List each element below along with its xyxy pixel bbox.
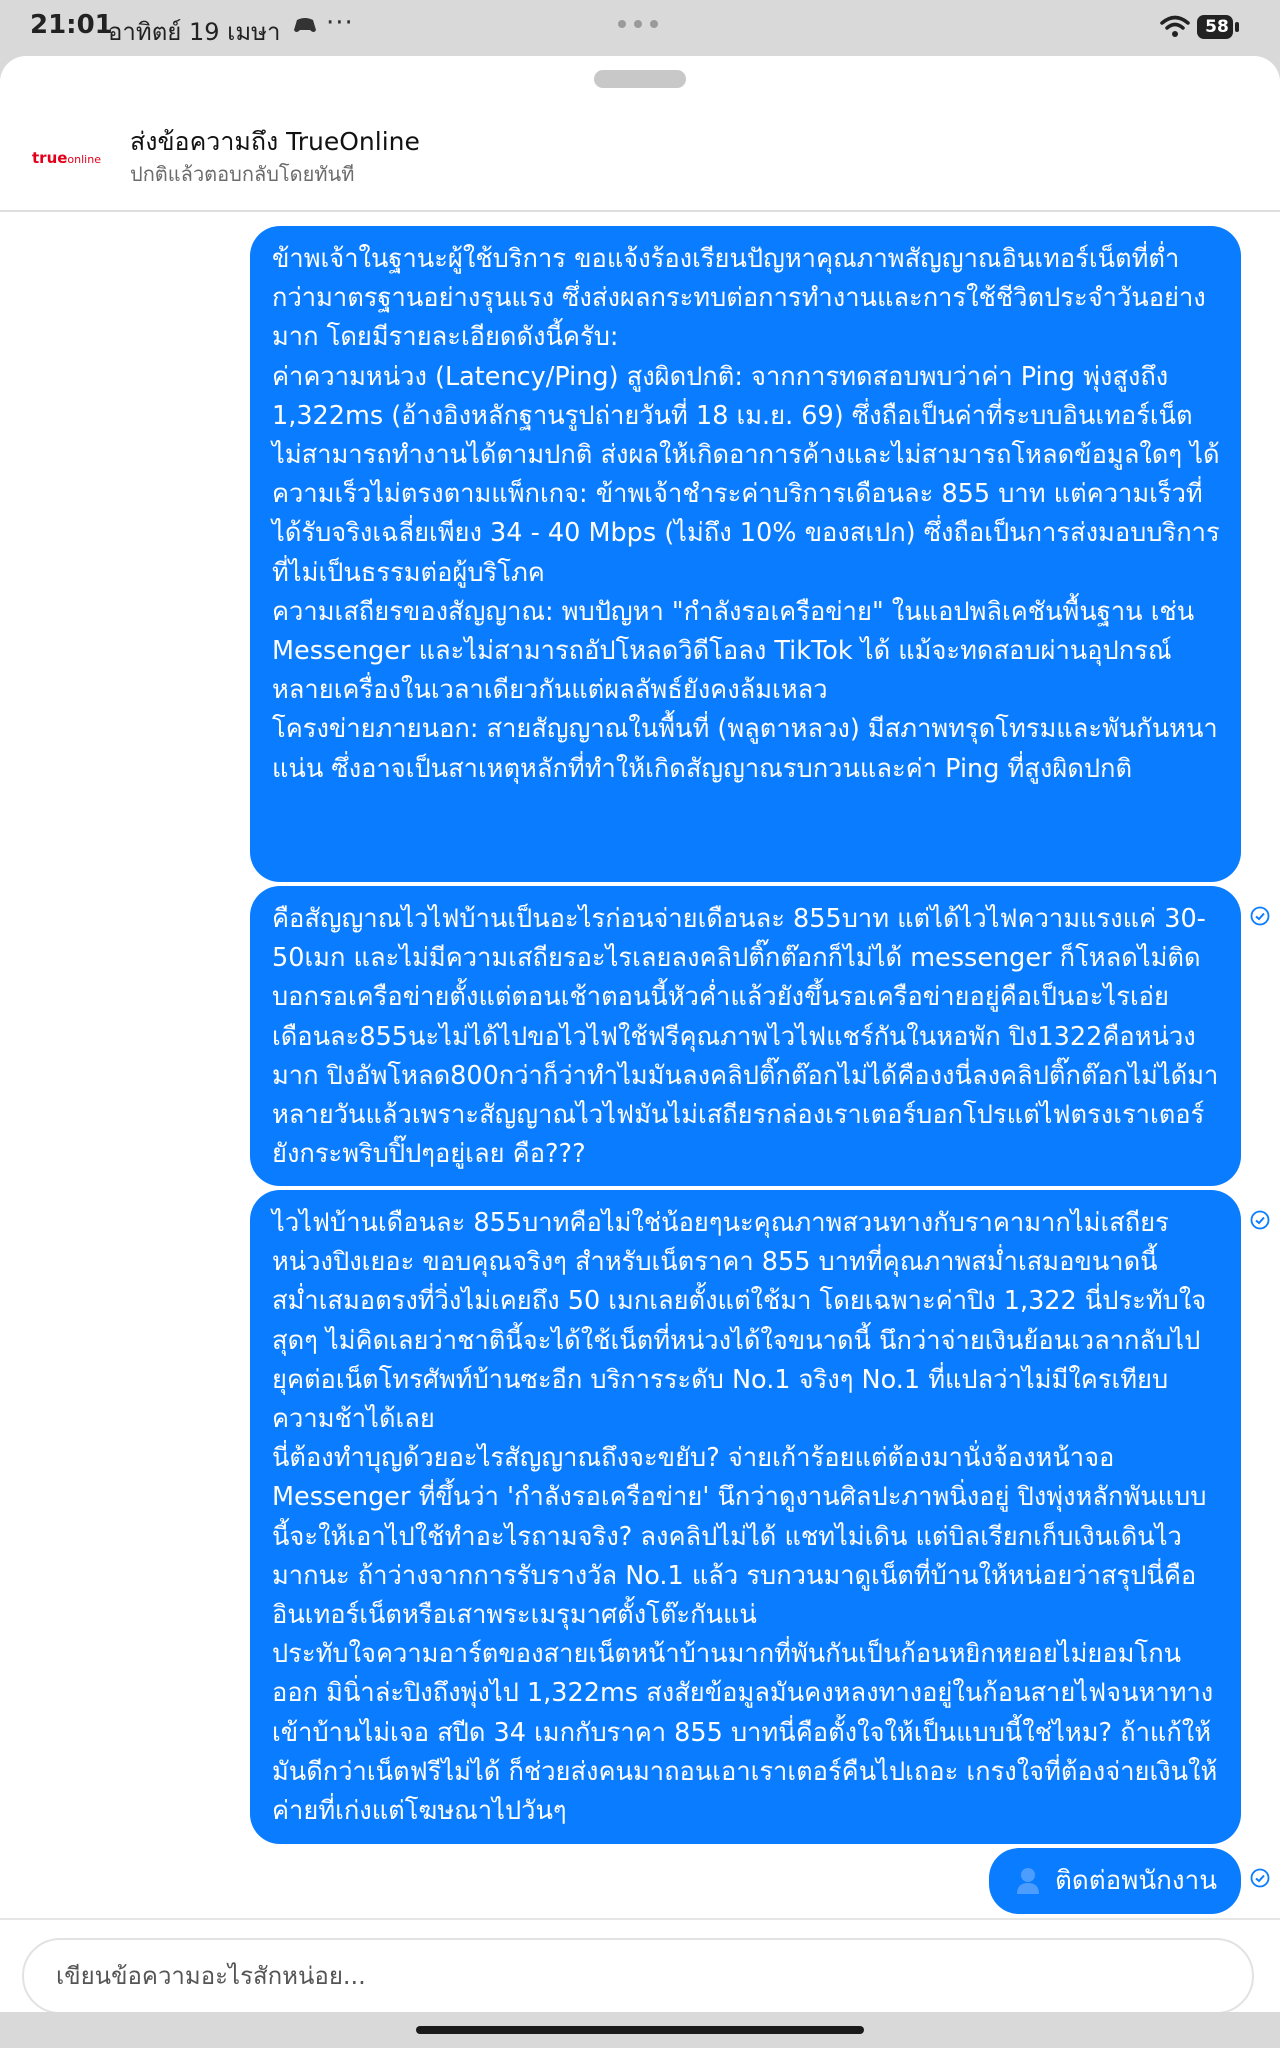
contact-agent-button[interactable] [989,1848,1241,1914]
message-bubble[interactable]: ข้าพเจ้าในฐานะผู้ใช้บริการ ขอแจ้งร้องเรียนปัญหาคุณภาพสัญญาณอินเทอร์เน็ตที่ต่ำกว่ามาตรฐานอย่างรุนแรง ซึ่งส่งผลกระทบต่อการทำงานและการใช้ชีวิตประจำวันอย่างมาก โดยมีรายละเอียดดังนี้ครับ: ค่าความหน่วง (Latency/Ping) สูงผิดปกติ: จากการทดสอบพบว่าค่า Ping พุ่งสูงถึง 1,322ms (อ้างอิงหลักฐานรูปถ่ายวันที่ 18 เม.ย. 69) ซึ่งถือเป็นค่าที่ระบบอินเทอร์เน็ตไม่สามารถทำงานได้ตามปกติ ส่งผลให้เกิดอาการค้างและไม่สามารถโหลดข้อมูลใดๆ ได้ ความเร็วไม่ตรงตามแพ็กเกจ: ข้าพเจ้าชำระค่าบริการเดือนละ 855 บาท แต่ความเร็วที่ได้รับจริงเฉลี่ยเพียง 34 - 40 Mbps (ไม่ถึง 10% ของสเปก) ซึ่งถือเป็นการส่งมอบบริการที่ไม่เป็นธรรมต่อผู้บริโภค ความเสถียรของสัญญาณ: พบปัญหา "กำลังรอเครือข่าย" ในแอปพลิเคชันพื้นฐาน เช่น Messenger และไม่สามารถอัปโหลดวิดีโอลง TikTok ได้ แม้จะทดสอบผ่านอุปกรณ์หลายเครื่องในเวลาเดียวกันแต่ผลลัพธ์ยังคงล้มเหลว โครงข่ายภายนอก: สายสัญญาณในพื้นที่ (พลูตาหลวง) มีสภาพทรุดโทรมและพันกันหนาแน่น ซึ่งอาจเป็นสาเหตุหลักที่ทำให้เกิดสัญญาณรบกวนและค่า Ping ที่สูงผิดปกติ [250,226,1241,882]
contact-agent-label: ติดต่อพนักงาน [1055,1866,1217,1896]
chat-header [0,96,1280,212]
status-time: 21:01 [30,10,113,40]
chat-title: ส่งข้อความถึง TrueOnline [130,127,420,156]
read-check-icon [1250,1868,1270,1888]
chat-subtitle: ปกติแล้วตอบกลับโดยทันที [130,162,355,186]
read-check-icon [1250,906,1270,926]
message-bubble[interactable]: ไวไฟบ้านเดือนละ 855บาทคือไม่ใช่น้อยๆนะคุณภาพสวนทางกับราคามากไม่เสถียรหน่วงปิงเยอะ ขอบคุณจริงๆ สำหรับเน็ตราคา 855 บาทที่คุณภาพสม่ำเสมอขนาดนี้ สม่ำเสมอตรงที่วิ่งไม่เคยถึง 50 เมกเลยตั้งแต่ใช้มา โดยเฉพาะค่าปิง 1,322 นี่ประทับใจสุดๆ ไม่คิดเลยว่าชาตินี้จะได้ใช้เน็ตที่หน่วงได้ใจขนาดนี้ นึกว่าจ่ายเงินย้อนเวลากลับไปยุคต่อเน็ตโทรศัพท์บ้านซะอีก บริการระดับ No.1 จริงๆ No.1 ที่แปลว่าไม่มีใครเทียบความช้าได้เลย นี่ต้องทำบุญด้วยอะไรสัญญาณถึงจะขยับ? จ่ายเก้าร้อยแต่ต้องมานั่งจ้องหน้าจอ Messenger ที่ขึ้นว่า 'กำลังรอเครือข่าย' นึกว่าดูงานศิลปะภาพนิ่งอยู่ ปิงพุ่งหลักพันแบบนี้จะให้เอาไปใช้ทำอะไรถามจริง? ลงคลิปไม่ได้ แชทไม่เดิน แต่บิลเรียกเก็บเงินเดินไวมากนะ ถ้าว่างจากการรับรางวัล No.1 แล้ว รบกวนมาดูเน็ตที่บ้านให้หน่อยว่าสรุปนี่คืออินเทอร์เน็ตหรือเสาพระเมรุมาศตั้งโต๊ะกันแน่ ประทับใจความอาร์ตของสายเน็ตหน้าบ้านมากที่พันกันเป็นก้อนหยิกหยอยไม่ยอมโกนออก มินิ่าล่ะปิงถึงพุ่งไป 1,322ms สงสัยข้อมูลมันคงหลงทางอยู่ในก้อนสายไฟจนหาทางเข้าบ้านไม่เจอ สปีด 34 เมกกับราคา 855 บาทนี่คือตั้งใจให้เป็นแบบนี้ใช่ไหม? ถ้าแก้ให้มันดีกว่าเน็ตฟรีไม่ได้ ก็ช่วยส่งคนมาถอนเอาเราเตอร์คืนไปเถอะ เกรงใจที่ต้องจ่ายเงินให้ค่ายที่เก่งแต่โฆษณาไปวันๆ [250,1190,1241,1844]
battery-level: 58 [1205,17,1229,37]
wifi-icon [1160,14,1190,38]
sheet-grabber[interactable] [594,70,686,88]
message-composer [0,1918,1280,2012]
person-icon [1015,1867,1041,1895]
message-input[interactable]: เขียนข้อความอะไรสักหน่อย... [22,1938,1254,2012]
chat-sheet [0,56,1280,2012]
message-bubble[interactable]: คือสัญญาณไวไฟบ้านเป็นอะไรก่อนจ่ายเดือนละ 855บาท แต่ได้ไวไฟความแรงแค่ 30-50เมก และไม่มีความเสถียรอะไรเลยลงคลิปติ๊กต๊อกก็ไม่ได้ messenger ก็โหลดไม่ติดบอกรอเครือข่ายตั้งแต่ตอนเช้าตอนนี้หัวค่ำแล้วยังขึ้นรอเครือข่ายอยู่คือเป็นอะไรเอ่ยเดือนละ855นะไม่ได้ไปขอไวไฟใช้ฟรีคุณภาพไวไฟแชร์กันในหอพัก ปิง1322คือหน่วงมาก ปิงอัพโหลด800กว่าก็ว่าทำไมมันลงคลิปติ๊กต๊อกไม่ได้คืองงนี่ลงคลิปติ๊กต๊อกไม่ได้มาหลายวันแล้วเพราะสัญญาณไวไฟมันไม่เสถียรกล่องเราเตอร์บอกโปรแต่ไฟตรงเราเตอร์ยังกระพริบปิ๊ปๆอยู่เลย คือ??? [250,886,1241,1186]
trueonline-logo [32,148,101,168]
status-date: อาทิตย์ 19 เมษา [108,18,281,46]
multitask-dots-icon[interactable] [618,20,658,28]
logo-text-true: true [32,149,68,167]
game-controller-icon [292,14,318,36]
home-indicator[interactable] [416,2026,864,2034]
read-check-icon [1250,1210,1270,1230]
logo-text-online: online [67,153,101,166]
more-icon: ··· [326,8,354,38]
status-bar [0,0,1280,56]
